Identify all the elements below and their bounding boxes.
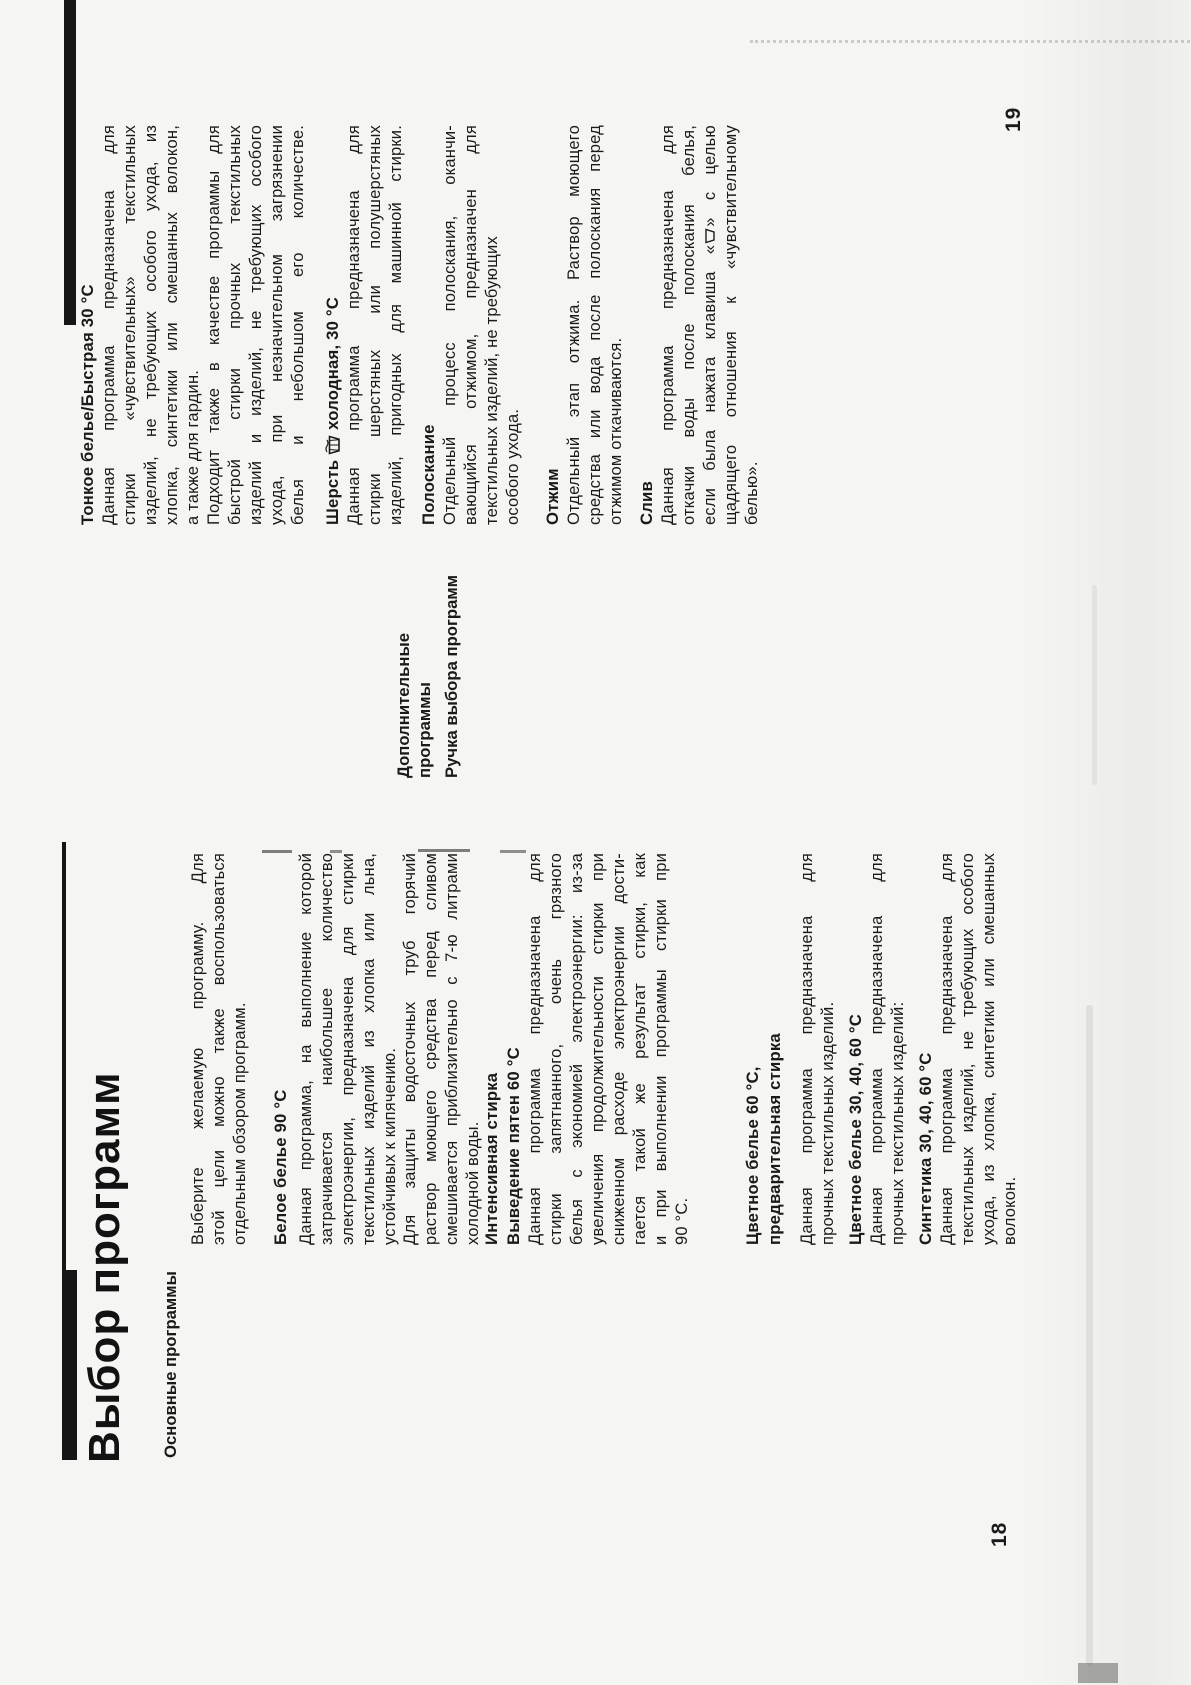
text-line: текстильных изделий из хлопка или льна, xyxy=(360,853,378,1245)
scan-dotted-edge xyxy=(750,40,1190,43)
heading-line: предварительная стирка xyxy=(764,1033,784,1245)
title-rule-thick xyxy=(62,1270,77,1460)
text-line: средства или вода после полоскания перед xyxy=(586,125,604,525)
text-line: изделий и изделий, не требующих особого xyxy=(247,125,265,525)
text-line: стирки шерстяных или полушерстяных xyxy=(366,125,384,525)
text-line: этой цели можно также воспользоваться xyxy=(210,853,228,1245)
margin-heading-program-selector: Ручка выбора программ xyxy=(442,574,461,778)
text-line: Подходит также в качестве программы для xyxy=(205,125,223,525)
margin-label-line: Дополнительные xyxy=(394,632,413,778)
text-line: хлопка, синтетики или смешанных волокон, xyxy=(163,125,181,525)
white-laundry-paragraph xyxy=(296,853,401,1245)
text-line: устойчивых к кипячению. xyxy=(381,1047,399,1245)
text-line: Отдельный этап отжима. Раствор моющего xyxy=(565,125,583,525)
scan-artifact xyxy=(262,850,292,853)
heading-synthetics: Синтетика 30, 40, 60 °C xyxy=(916,1052,935,1245)
heading-white-laundry: Белое белье 90 °C xyxy=(271,1089,290,1245)
heading-rinse: Полоскание xyxy=(419,424,438,525)
text-line: вающийся отжимом, предназначен для xyxy=(462,125,480,525)
margin-label-additional-programs xyxy=(393,633,435,778)
scan-artifact xyxy=(330,850,342,853)
text-line: отдельным обзором программ. xyxy=(231,1002,249,1245)
scan-smudge xyxy=(1092,585,1097,785)
text-line: Данная программа предназначена для xyxy=(345,125,363,525)
heading-wool xyxy=(322,297,344,525)
heading-delicates-quick: Тонкое белье/Быстрая 30 °C xyxy=(78,284,97,525)
drain-key-line-post: » с целью xyxy=(701,125,719,227)
scan-smudge xyxy=(1086,1005,1093,1665)
text-line: щадящего отношения к «чувствительному xyxy=(722,125,740,525)
page-number-18: 18 xyxy=(988,1521,1011,1547)
text-line: быстрой стирки прочных текстильных xyxy=(226,125,244,525)
drain-key-icon xyxy=(704,228,716,244)
text-line: и при выполнении программы стирки при xyxy=(652,853,670,1245)
rinse-paragraph xyxy=(440,125,524,525)
text-line: Отдельный процесс полоскания, оканчи- xyxy=(441,125,459,525)
handwash-tub-icon xyxy=(324,434,341,456)
heading-line: Цветное белье 60 °C, xyxy=(743,1066,762,1245)
text-line: изделий, не требующих особого ухода, из xyxy=(142,125,160,525)
drain-paragraph xyxy=(658,125,763,525)
text-line: Данная программа, на выполнение которой xyxy=(297,853,315,1245)
text-line: ухода, при незначительном загрязнении xyxy=(268,125,286,525)
page-number-19: 19 xyxy=(1002,106,1025,132)
text-line: изделий, пригодных для машинной стирки. xyxy=(387,125,405,525)
coloured-304060-paragraph xyxy=(867,853,909,1245)
scan-artifact xyxy=(500,850,526,853)
text-line: стирки «чувствительных» текстильных xyxy=(121,125,139,525)
heading-spin: Отжим xyxy=(543,468,562,525)
text-line: текстильных изделий, не требующих особого xyxy=(959,853,977,1245)
coloured-60-paragraph xyxy=(797,853,839,1245)
page-title: Выбор программ xyxy=(80,1071,129,1463)
text-line: Данная программа предназначена для xyxy=(100,125,118,525)
text-line: Данная программа предназначена для xyxy=(659,125,677,525)
delicates-paragraph xyxy=(99,125,309,525)
text-line: особого ухода. xyxy=(504,408,522,525)
heading-wool-pre: Шерсть xyxy=(323,459,342,525)
page19-top-rule xyxy=(64,0,76,325)
heading-coloured-304060: Цветное белье 30, 40, 60 °C xyxy=(846,1013,865,1245)
wool-paragraph xyxy=(344,125,407,525)
text-line: Данная программа предназначена для xyxy=(868,853,886,1245)
text-line: Для защиты водосточных труб горячий xyxy=(401,853,419,1245)
text-line: белья и небольшом его количестве. xyxy=(289,125,307,525)
margin-label-main-programs: Основные программы xyxy=(161,1271,180,1458)
scan-artifact xyxy=(418,849,470,852)
text-line: Данная программа предназначена для xyxy=(938,853,956,1245)
heading-drain: Слив xyxy=(637,481,656,525)
text-line: сниженном расходе электроэнергии дости- xyxy=(610,853,628,1245)
title-rule-thin xyxy=(62,842,66,1272)
text-line: откачки воды после полоскания белья, xyxy=(680,125,698,525)
heading-coloured-60-prewash xyxy=(742,1033,785,1245)
text-line: холодной воды. xyxy=(464,1121,482,1245)
text-line: прочных текстильных изделий: xyxy=(889,1001,907,1245)
text-line: ухода, из хлопка, синтетики или смешанных xyxy=(980,853,998,1245)
text-line: белья с экономией электроэнергии: из-за xyxy=(568,853,586,1245)
heading-wool-post: холодная, 30 °C xyxy=(323,296,342,430)
text-line: текстильных изделий, не требующих xyxy=(483,236,501,525)
drain-key-line-pre: если была нажата клавиша « xyxy=(701,244,719,525)
heading-intensive-wash xyxy=(481,1047,524,1245)
spin-paragraph xyxy=(564,125,627,525)
text-line: 90 °C. xyxy=(673,1197,691,1245)
text-line: прочных текстильных изделий. xyxy=(819,1001,837,1245)
text-line: увеличения продолжительности стирки при xyxy=(589,853,607,1245)
text-line: гается такой же результат стирки, как xyxy=(631,853,649,1245)
text-line: Выберите желаемую программу. Для xyxy=(189,853,207,1245)
intensive-wash-paragraph xyxy=(525,853,693,1245)
margin-label-line: программы xyxy=(415,682,434,778)
text-line: смешивается приблизительно с 7-ю литрами xyxy=(443,853,461,1245)
heading-line: Выведение пятен 60 °C xyxy=(503,1047,523,1245)
pipe-protection-paragraph xyxy=(400,853,484,1245)
text-line: белью». xyxy=(743,461,761,525)
text-line xyxy=(700,125,721,525)
text-line: волокон. xyxy=(1001,1176,1019,1245)
text-line: Данная программа предназначена для xyxy=(798,853,816,1245)
text-line: а также для гардин. xyxy=(184,369,202,525)
synthetics-paragraph xyxy=(937,853,1021,1245)
text-line: Данная программа предназначена для xyxy=(526,853,544,1245)
scan-corner-mark xyxy=(1078,1663,1118,1683)
heading-line: Интенсивная стирка xyxy=(482,1072,501,1245)
intro-paragraph xyxy=(188,853,251,1245)
text-line: электроэнергии, предназначена для стирки xyxy=(339,853,357,1245)
text-line: раствор моющего средства перед сливом xyxy=(422,853,440,1245)
text-line: стирки запятнанного, очень грязного xyxy=(547,853,565,1245)
text-line: отжимом откачиваются. xyxy=(607,337,625,525)
text-line: затрачивается наибольшее количество xyxy=(318,853,336,1245)
